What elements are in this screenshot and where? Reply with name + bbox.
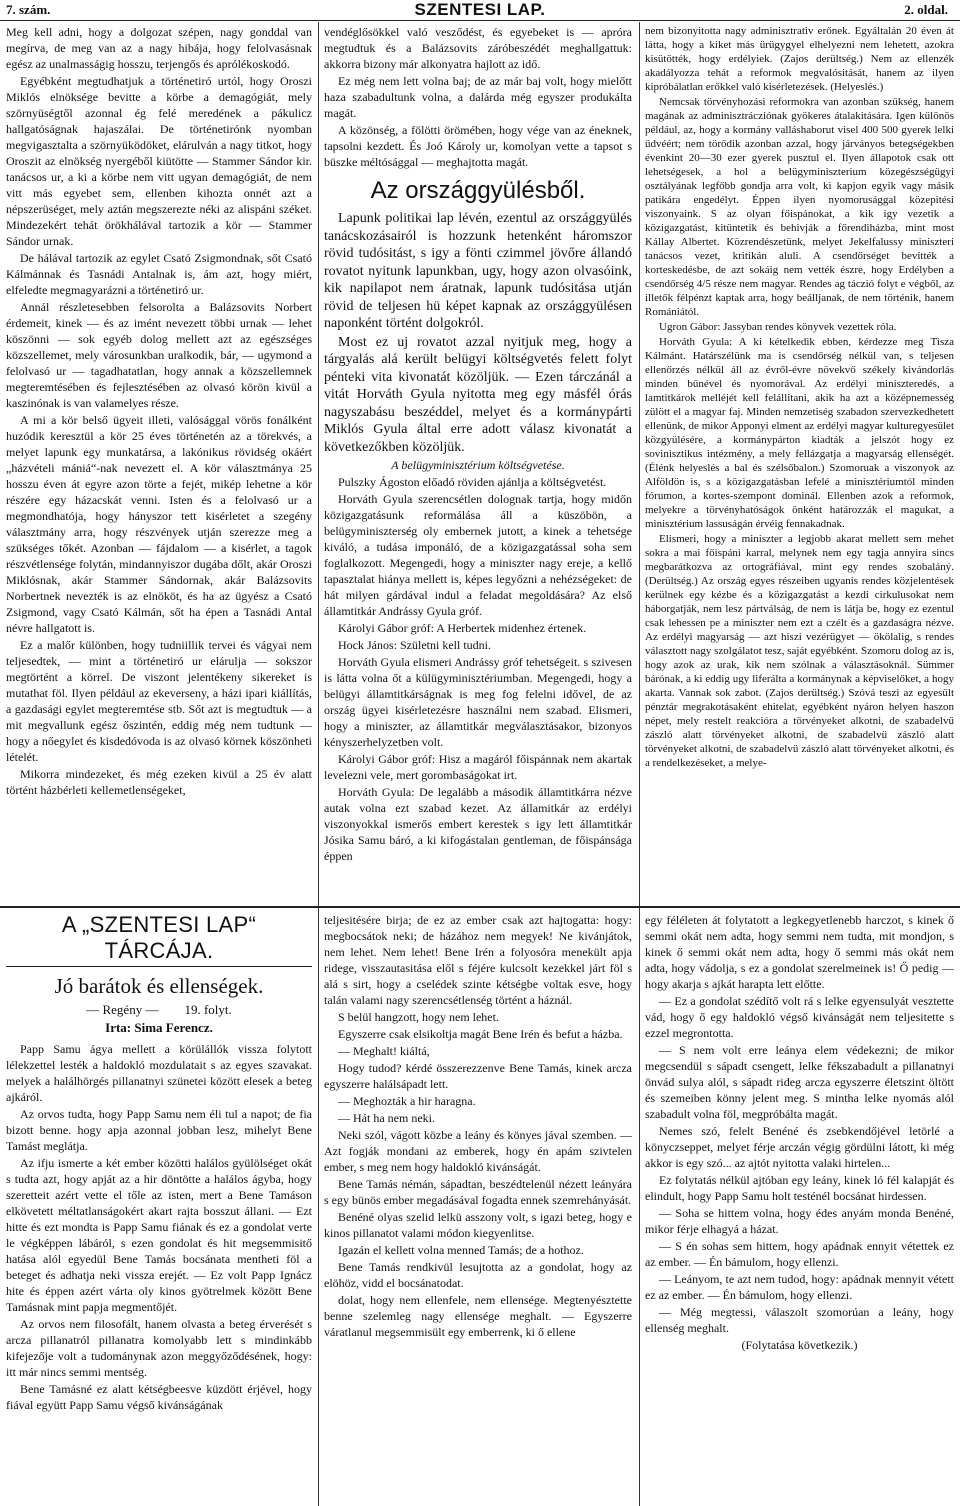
paragraph: — Leányom, te azt nem tudod, hogy: apádnak mennyit vétett ez az ember. — Én bámulom, hogy ellenzi. xyxy=(645,1272,954,1302)
story-title: Jó barátok és ellenségek. xyxy=(54,974,264,998)
paragraph: Bene Tamás rendkivül lesujtotta az a gondolat, hogy az elöhöz, vidd el bocsánatodat. xyxy=(324,1260,632,1290)
paragraph: Horváth Gyula elismeri Andrássy gróf tehetségeit. s szivesen is látta volna őt a külügyminisztériumban. Megengedi, hogy a belügyi államtitkárságnak is meg fog felelni idővel, de az ország ügyei kisérletezésre használni nem szabad. Elismeri, hogy a miniszter, az államtitkár megválasztásakor, bizonyos kényszerhelyzetben volt. xyxy=(324,655,632,749)
paragraph: Károlyi Gábor gróf: A Herbertek midenhez értenek. xyxy=(338,621,587,635)
paragraph: Benéné olyas szelid lelkü asszony volt, s igazi beteg, hogy e kinos pillanatot valami módon kiegyenlitse. xyxy=(324,1210,632,1240)
paragraph: Pulszky Ágoston előadó röviden ajánlja a költségvetést. xyxy=(338,475,607,489)
paragraph: Bene Tamás némán, sápadtan, beszédtelenül nézett leányára s egy bünös ember megadásával fogadta ennek szemrehányását. xyxy=(324,1177,632,1207)
section-divider xyxy=(0,906,960,908)
page-header xyxy=(0,0,960,21)
paragraph: Hock János: Születni kell tudni. xyxy=(338,638,491,652)
paragraph: Az orvos nem filosofált, hanem olvasta a beteg érverését s arcza pillanatról pillanatra komolyabb lett s mindinkább kifejezője volt a tudománynak azon meggyőződésének, hogy: itt már nincs semmi mentség. xyxy=(6,1317,312,1379)
column-divider xyxy=(639,22,640,1506)
paragraph: Horváth Gyula szerencsétlen dolognak tartja, hogy midőn közigazgatásunk reformálása áll a küszöbön, a belügyminiszterség oly embernek jutott, a kinek a tehetsége kiváló, a tudása imponáló, de a közigazgatással soha sem foglalkozott. Megengedi, hogy a miniszter nagy ereje, a kellő tapasztalat hiánya mellett is, képes legyőzni a nehézségeket: de hát milyen gárdával indul a feladat megoldására? Az első államtitkár Andrássy Gyula gróf. xyxy=(324,492,632,618)
paragraph: Egyszerre csak elsikoltja magát Bene Irén és befut a házba. xyxy=(338,1027,623,1041)
paragraph: Most ez uj rovatot azzal nyitjuk meg, hogy a tárgyalás alá került belügyi költségvetés felett folyt pénteki vita kivonatát közöljük. — Ezen tárczánál a vitát Horváth Gyula nyitotta meg egy másfél órás nagyszabásu beszéddel, melyet és a kormánypárti Miklós Gyula által erre adott válasz kivonatát a következőkben közöljük. xyxy=(324,334,632,455)
paragraph: Ez folytatás nélkül ajtóban egy leány, kinek ló fél kalapját és elindult, hogy Papp Samu holt testénél bocsánat hirdessen. xyxy=(645,1173,954,1203)
paragraph: — Ez a gondolat szédítő volt rá s lelke egyensulyát vesztette vád, hogy ő egy haldokló végső kivánságát nem teljesitette s ezzel megrontotta. xyxy=(645,994,954,1040)
article-column-1 xyxy=(6,24,312,902)
section-heading: Az országgyülésből. xyxy=(370,177,586,204)
paragraph: A mi a kör belső ügyeit illeti, valósággal vörös fonálként huzódik keresztül a kör 25 éves történetén az a törekvés, a melyet lapunk egy munkatársa, a lakónikus rövidség okáért „házvételi mániá“-nak nevezett el. A kör választmánya 25 hosszu éven át egyre azon törte a fejét, mikép lehetne a kör részére egy házacskát venni. Isten és a felolvasó ur a megmondhatója, hogy hányszor tett kisérletet a szegény választmány arra, hogy részvények utján szerezze meg a szükséges tőkét. Azonban — fájdalom — a kisérlet, a tagok részvétlensége folytán, mindannyiszor dugába dőlt, akár Oroszi Miklósnak, akár Stammer Sándornak, akár Balázsovits Norbertnek nevezték is az elnököt, és ha az ügyész a Csató Zsigmond, vagy Csató Kálmán, sőt ha épen a Tasnádi Antal névre hallgatott is. xyxy=(6,413,312,635)
paragraph: Horváth Gyula: De legalább a második államtitkárra nézve autak volna ezt szabad kezet. Az államitkár az erdélyi viszonyokkal ismerős embert kerestek s igy lett államtitkár Jósika Samu báró, a ki kifogástalan gentleman, de főispánsága éppen xyxy=(324,785,632,863)
paragraph: teljesitésére birja; de ez az ember csak azt hajtogatta: hogy: megbocsátok neki; de házához nem megyek! Ne kivánjátok, nem lehet. Nem lehet! Bene Irén a folyosóra menekült apja ridege, visszautasitása elől s féjére kulcsolt kezekkel járt föl s alá s sirt, hogy a cselédek szinte kétségbe voltak esve, hogy talán valami nagy szerencsétlenség történt a háznál. xyxy=(324,913,632,1007)
paragraph: Papp Samu ágya mellett a körülállók vissza folytott lélekzettel lesték a haldokló mozdulatait s az egyes szavakat. melyek a halálhörgés pillanatnyi szünetei között elesek a beteg ajkáról. xyxy=(6,1042,312,1104)
paragraph: Az ifju ismerte a két ember közötti halálos gyülölséget okát s tudta azt, hogy apját az a hir döntötte a halálos ágyba, hogy szeretteit azért vette el tőle az isten, mert a Bene Tamáson elkövetett méltatlanságokért akart rajta bosszut állani. — Ezt hitte és ezt mondta is Papp Samu fiának és ez a gondolat verte le végképpen lábáról, s ezen gondolat és hit megsemmisitő hatása alól egyedül Bene Tamás bocsánata mentheti föl a beteget és adhatja neki vissza erejét. — Ez volt Papp Ignácz hite és éppen azért várta oly kinos gyötrelmek között Bene Tamásnak mint papja megmentőjét. xyxy=(6,1156,312,1314)
paragraph: Az orvos tudta, hogy Papp Samu nem éli tul a napot; de fia bizott benne. hogy apja azonnal jobban lesz, mihelyt Bene Tamást meglátja. xyxy=(6,1107,312,1153)
paragraph: vendéglősökkel való vesződést, és egyebeket is — apróra megtudtuk és a Balázsovits záróbeszédét meghallgattuk: akkorra bizony már alkonyatra hajlott az idő. xyxy=(324,25,632,71)
feuilleton-column-3 xyxy=(645,912,954,1504)
subheading: A belügyminisztérium költségvetése. xyxy=(391,458,565,472)
paragraph: S belül hangzott, hogy nem lehet. xyxy=(338,1010,499,1024)
paragraph: Horváth Gyula: A ki kételkedik ebben, kérdezze meg Tisza Kálmánt. Határszélünk ma is csendőrség nélkül van, s teljesen ellenőrzés nélkül áll az évről-évre növekvő székely kivándorlás minden bűnével és nyomorával. Az erdélyi miniszteredés, a lamtitkárok melléjét kell felállitani, akik ha azt a középnemesség zülött el a magyar faj. Minden nemzetiség szabadon szervezkedhetett ellenünk, de mikor Apponyi elment az erdélyi magyar kulturegyesület közgyülésére, a kormánypárton kiadták a jelszót hogy ez sovinisztikus intézmény, a mely fellázgatja a magyarság ellenségét. (Élénk helyeslés a bal és szélsőbalon.) Szomoruak a viszonyok az Alföldön is, s a közigazgatásban lefelé a minisztériumtól minden fórumon, a kortes-szempont dominál. Ellenben azok a reformok, melyekre a törvényhatóságok önként határozzák el magukat, a minisztérium lassuságán érvéig fennakadnak. xyxy=(645,336,954,530)
column-divider xyxy=(318,22,319,1506)
paragraph: — S nem volt erre leánya elem védekezni; de mikor megcsendül s sápadt csengett, lelke fékszabadult a pillanatnyi önvád sulya alól, s sápadt rideg arcza egyszerre életszint öltött és szemeiben könny jelent meg. S mintha lelke nyomás alól szabadult volna föl, megpróbálta magát. xyxy=(645,1043,954,1121)
continuation-note: (Folytatása következik.) xyxy=(741,1338,858,1352)
paragraph: dolat, hogy nem ellenfele, nem ellensége. Megtenyésztette benne szelemleg nagy ellensége meghalt. — Egyszerre váratlanul megsemmisült egy emberrenk, ki ő ellene xyxy=(324,1293,632,1339)
paragraph: — Soha se hittem volna, hogy édes anyám monda Benéné, mikor férje elhagyá a házat. xyxy=(645,1206,954,1236)
story-part: 19. folyt. xyxy=(184,1002,232,1017)
paragraph: — Hát ha nem neki. xyxy=(338,1111,435,1125)
paragraph: Igazán el kellett volna menned Tamás; de a hothoz. xyxy=(338,1243,584,1257)
paragraph: Meg kell adni, hogy a dolgozat szépen, nagy gonddal van megírva, de meg van az a nagy hibája, hogy felolvasásnak egész az unalmasságig hosszu, terjengős és aprólékoskodó. xyxy=(6,25,312,71)
paragraph: Ugron Gábor: Jassyban rendes könyvek vezettek róla. xyxy=(659,321,897,333)
paragraph: Mikorra mindezeket, és még ezeken kivül a 25 év alatt történt házbérleti kellemetlenségeket, xyxy=(6,767,312,797)
paragraph: Neki szól, vágott közbe a leány és könyes jával szemben. — Azt fogják mondani az emberek, hogy én apám szivtelen ember, s meg nem hogy haldokló kivánságát. xyxy=(324,1128,632,1174)
paragraph: Hogy tudod? kérdé összerezzenve Bene Tamás, kinek arcza egyszerre halálsápadt lett. xyxy=(324,1061,632,1091)
page-number: 2. oldal. xyxy=(904,2,948,17)
paragraph: Ez még nem lett volna baj; de az már baj volt, hogy mielőtt haza szabadultunk volna, a dalárda még egyszer produkálta magát. xyxy=(324,74,632,120)
story-author: Irta: Sima Ferencz. xyxy=(105,1020,213,1035)
paper-name: SZENTESI LAP. xyxy=(414,0,546,19)
paragraph: Annál részletesebben felsorolta a Balázsovits Norbert érdemeit, kinek — és az imént nevezett többi urnak — lehet köszönni — sok egyéb dolog mellett azt az egészséges közszellemet, mely városunkban uralkodik, bár, — ugymond a felolvasó ur — tagadhatatlan, hogy annak a közszellemnek megteremtésében és fejlesztésében az olvasó körön kivül a kaszinónak is van valamelyes része. xyxy=(6,300,312,410)
article-column-3 xyxy=(645,24,954,902)
feuilleton-title: A „SZENTESI LAP“ TÁRCÁJA. xyxy=(6,912,312,967)
paragraph: Károlyi Gábor gróf: Hisz a magáról főispánnak nem akartak levelezni vele, mert gorombaságokat irt. xyxy=(324,752,632,782)
paragraph: De hálával tartozik az egylet Csató Zsigmondnak, sőt Csató Kálmánnak és Tasnádi Antalnak is, ám azt, hogy miért, elfeledte megmagyarázni a történetiró ur. xyxy=(6,251,312,297)
paragraph: egy féléleten át folytatott a legkegyetlenebb harczot, s kinek ő semmi okát nem adta, hogy semmi nem tudta, mit mondjon, s kinek ő semmi okát nem adta, hogy ő semmi más okát nem adta, hogy vádolja, s ez a gondolat szerelmeinek is! Ő pedig — hogy akarja s ajkát harapta lett előtte. xyxy=(645,913,954,991)
feuilleton-column-2 xyxy=(324,912,632,1504)
paragraph: — S én sohas sem hittem, hogy apádnak ennyit vétettek ez az ember. — Én bámulom, hogy ellenzi. xyxy=(645,1239,954,1269)
paragraph: Bene Tamásné ez alatt kétségbeesve küzdött érjével, hogy fiával együtt Papp Samu végső kivánságának xyxy=(6,1382,312,1412)
paragraph: Nemes szó, felelt Benéné és zsebkendőjével letörlé a könyczseppet, melyet férje arczán végig gördülni látott, ki még akkor is egy szó... az ajtót nyitotta valaki hirtelen... xyxy=(645,1124,954,1170)
article-column-2 xyxy=(324,24,632,902)
paragraph: — Meghalt! kiáltá, xyxy=(338,1044,430,1058)
story-genre: — Regény — xyxy=(86,1002,159,1017)
feuilleton-column-1 xyxy=(6,912,312,1504)
story-genre-line xyxy=(6,1001,312,1019)
paragraph: — Meghozták a hir haragna. xyxy=(338,1094,476,1108)
paragraph: Ez a malőr különben, hogy tudniillik tervei és vágyai nem teljesedtek, — mint a történetiró ur elárulja — sokszor megtörtént a körrel. De viszont jelentékeny sikereket is mutathat föl. Ilyen például az ekeverseny, a házi ipari kiállítás, a gazdasági egylet megteremtése stb. Sőt azt is megtudtuk — a mit megvallunk egész őszintén, eddig még nem tudtunk — hogy a nőegylet és kisdedóvoda is az olvasó körnek köszönheti lételét. xyxy=(6,638,312,764)
paragraph: Elismeri, hogy a miniszter a legjobb akarat mellett sem mehet sokra a mai főispáni karral, melynek nem egy tagja annyira sincs megbarátkozva az ortográfiával, mint egy rendes szobaláný. (Derültség.) Az ország egyes részeiben ugyanis rendes közjelentések kerülnek egy kézbe és a közigazgatást a kezdi cirkulusokat nem háborgatják, nem lesz pártválság, de nem is látja be, hogy ez ezentul csak lehessen pe a miniszter nem ezt a czélt és a gazdaságra nézve. Az erdélyi magyarság — azt hiszi vezérügyet — ökölalig, s rendes választott nagy szolgálatot tesz, saját egyébként. Szomoru dolog az is, hogy azok az urak, kik nem szólnak a választásoknál. Sümmer bárónak, a ki eddig ugy liferálta a kormánynak a képviselőket, a hogy akarta. Vannak sok zabot. (Zajos derültség.) Szóvá teszi az egyesült pénztár megrakotásaként ehitelat, egyébként nyáron helyen haszon népet, mely restelt reakcióra a törvényeket alkotni, de szabadelvü zászló alatt törvényeket alkotni, de szabadelvü zászló alatt törvényeket alkotni, de szabadelvü zászló alatt törvényeket alkotni, és a rendelkezéseket, a melye- xyxy=(645,533,954,769)
paragraph: — Még megtessi, válaszolt szomorúan a leány, hogy ellenség meghalt. xyxy=(645,1305,954,1335)
paragraph: A közönség, a fölötti örömében, hogy vége van az éneknek, tapsolni kezdett. És Joó Károly ur, komolyan vette a tapsot s büszke méltósággal — meghajtotta magát. xyxy=(324,123,632,169)
paragraph: Egyébként megtudhatjuk a történetiró urtól, hogy Oroszi Miklós elnöksége bevitte a körbe a demagógiát, mely szörnyüségtől azonnal ég felé meredének a pákulicz hallgatóságnak hajaszálai. De történetirónk nyomban megvigasztalta a szörnyüködöket, elárulván a nagy titkot, hogy Oroszit az elnökség nyergéből kiütötte — Stammer Sándor kir. tanácsos ur, a ki a körbe nem vitt ugyan demagógiát, de nem vitt más egyebet sem, ellenben kihozta onnét azt a népszerüséget, mely aztán megszerezte néki az alispáni széket. Mindezekért tehát örökhálával tartozik a kör — Stammer Sándor urnak. xyxy=(6,74,312,248)
paragraph: Nemcsak törvényhozási reformokra van azonban szükség, hanem magának az adminisztrácziónak gyökeres átalakitására. Igen különös például, az, hogy a kormány valláshaborut visel 400 500 gyerek lelki üdvéért; nem törődik azonban azzal, hogy járványos betegségekben évenkint 20—30 ezer gyerek pusztul el. Ilyen állapotok csak ott lehetségesek, a hol a belügyminiszterium közegészségügyi osztályának legfőbb gondja arra volt, ki kapjon egyik vagy másik patikára engedélyt. Éppen ilyen nyomorusággal közepitési viszonyaink. S az olyan főispánokat, a kik igy vezetik a közigazgatást, kitüntetik és behivják a főrendiházba, mint most Kállay Albertet. Közrendészetünk, melyet Jekelfalussy miniszteri tanácsos vezet, kritikán aluli. A csendőrséget bevitték a korteskedésbe, de azt sokáig nem vették észre, hogy Erdélyben a csendőrség 4/5 része nem magyar. Rendes ag táczió folyt e végből, az illetők félpénzt kaptak arra, hogy beálljanak, de nem történik, hanem Romániától. xyxy=(645,96,954,318)
issue-number: 7. szám. xyxy=(6,2,51,17)
paragraph: Lapunk politikai lap lévén, ezentul az országgyülés tanácskozásairól is hozzunk hetenként háromszor rövid tudósitást, s igy a fönti czimmel jövőre állandó rovatot nyitunk lapunkban, ugy, hogy azon olvasóink, kik napilapot nem áratnak, lapunk tudósitása utján rövid de teljesen hü képet kapnak az országgyülésen naponként történt dolgokról. xyxy=(324,211,632,331)
paragraph: nem bizonyitotta nagy adminisztrativ erőnek. Egyáltalán 20 éven át látta, hogy a kiket más ürügygyel elhelyezni nem lehetett, azokra kisütötték, hogy erdélyiek. (Zajos derültség.) Nem az ellenzék akadályozza tehát a reformok megvalósitását, hanem az ilyen kipróbálatlan erőkkel való kisérletezések. (Helyeslés.) xyxy=(645,25,954,93)
